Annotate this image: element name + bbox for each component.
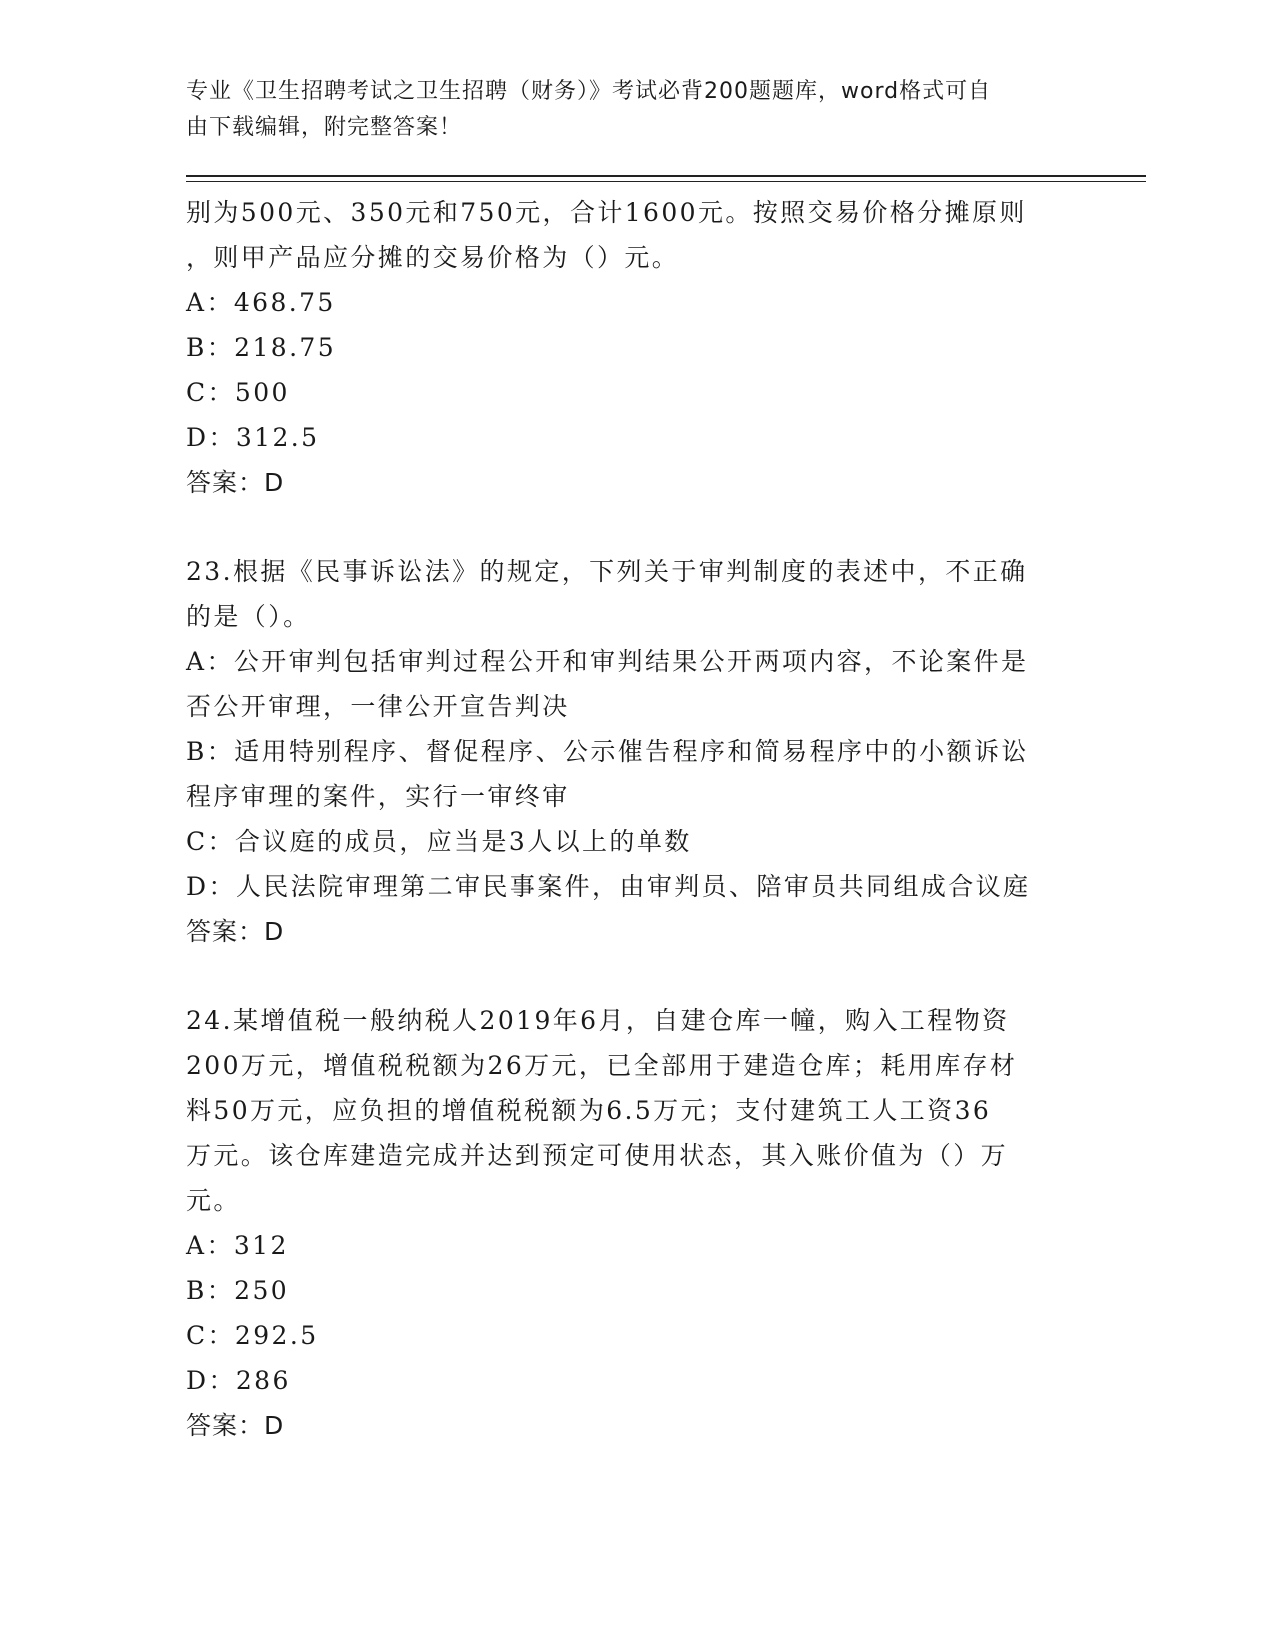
question-stem-line: 别为500元、350元和750元，合计1600元。按照交易价格分摊原则 xyxy=(186,198,1027,227)
option-c: C：合议庭的成员，应当是3人以上的单数 xyxy=(186,827,692,856)
question-spacer xyxy=(186,505,1066,549)
option-c: C：292.5 xyxy=(186,1321,319,1350)
question-stem-line: 23.根据《民事诉讼法》的规定，下列关于审判制度的表述中，不正确 xyxy=(186,557,1028,586)
option-b: B：250 xyxy=(186,1276,290,1305)
question-stem-line: 万元。该仓库建造完成并达到预定可使用状态，其入账价值为（）万 xyxy=(186,1141,1009,1170)
option-b: B：218.75 xyxy=(186,333,337,362)
answer-line: 答案：D xyxy=(186,917,285,946)
option-b-continued: 程序审理的案件，实行一审终审 xyxy=(186,782,570,811)
question-stem-line: ，则甲产品应分摊的交易价格为（）元。 xyxy=(186,243,680,272)
header-divider-thin xyxy=(186,181,1146,182)
header-line-1: 专业《卫生招聘考试之卫生招聘（财务）》考试必背200题题库，word格式可自 xyxy=(186,79,992,104)
option-a: A：312 xyxy=(186,1231,289,1260)
question-content xyxy=(186,190,1066,1448)
option-a-continued: 否公开审理，一律公开宣告判决 xyxy=(186,692,570,721)
header-divider-thick xyxy=(186,175,1146,177)
question-stem-line: 的是（）。 xyxy=(186,602,311,631)
header-line-2: 由下载编辑，附完整答案！ xyxy=(186,115,463,140)
question-stem-line: 200万元，增值税税额为26万元，已全部用于建造仓库；耗用库存材 xyxy=(186,1051,1018,1080)
question-22 xyxy=(186,190,1066,505)
question-stem-line: 24.某增值税一般纳税人2019年6月，自建仓库一幢，购入工程物资 xyxy=(186,1006,1010,1035)
option-c: C：500 xyxy=(186,378,290,407)
option-b: B：适用特别程序、督促程序、公示催告程序和简易程序中的小额诉讼 xyxy=(186,737,1029,766)
option-d: D：人民法院审理第二审民事案件，由审判员、陪审员共同组成合议庭 xyxy=(186,872,1031,901)
question-stem-line: 料50万元，应负担的增值税税额为6.5万元；支付建筑工人工资36 xyxy=(186,1096,992,1125)
option-a: A：468.75 xyxy=(186,288,336,317)
question-24 xyxy=(186,998,1066,1448)
option-d: D：286 xyxy=(186,1366,291,1395)
document-header xyxy=(186,74,1066,146)
option-a: A：公开审判包括审判过程公开和审判结果公开两项内容，不论案件是 xyxy=(186,647,1029,676)
question-spacer xyxy=(186,954,1066,998)
question-23 xyxy=(186,549,1066,954)
answer-line: 答案：D xyxy=(186,468,285,497)
answer-line: 答案：D xyxy=(186,1411,285,1440)
option-d: D：312.5 xyxy=(186,423,320,452)
question-stem-line: 元。 xyxy=(186,1186,241,1215)
